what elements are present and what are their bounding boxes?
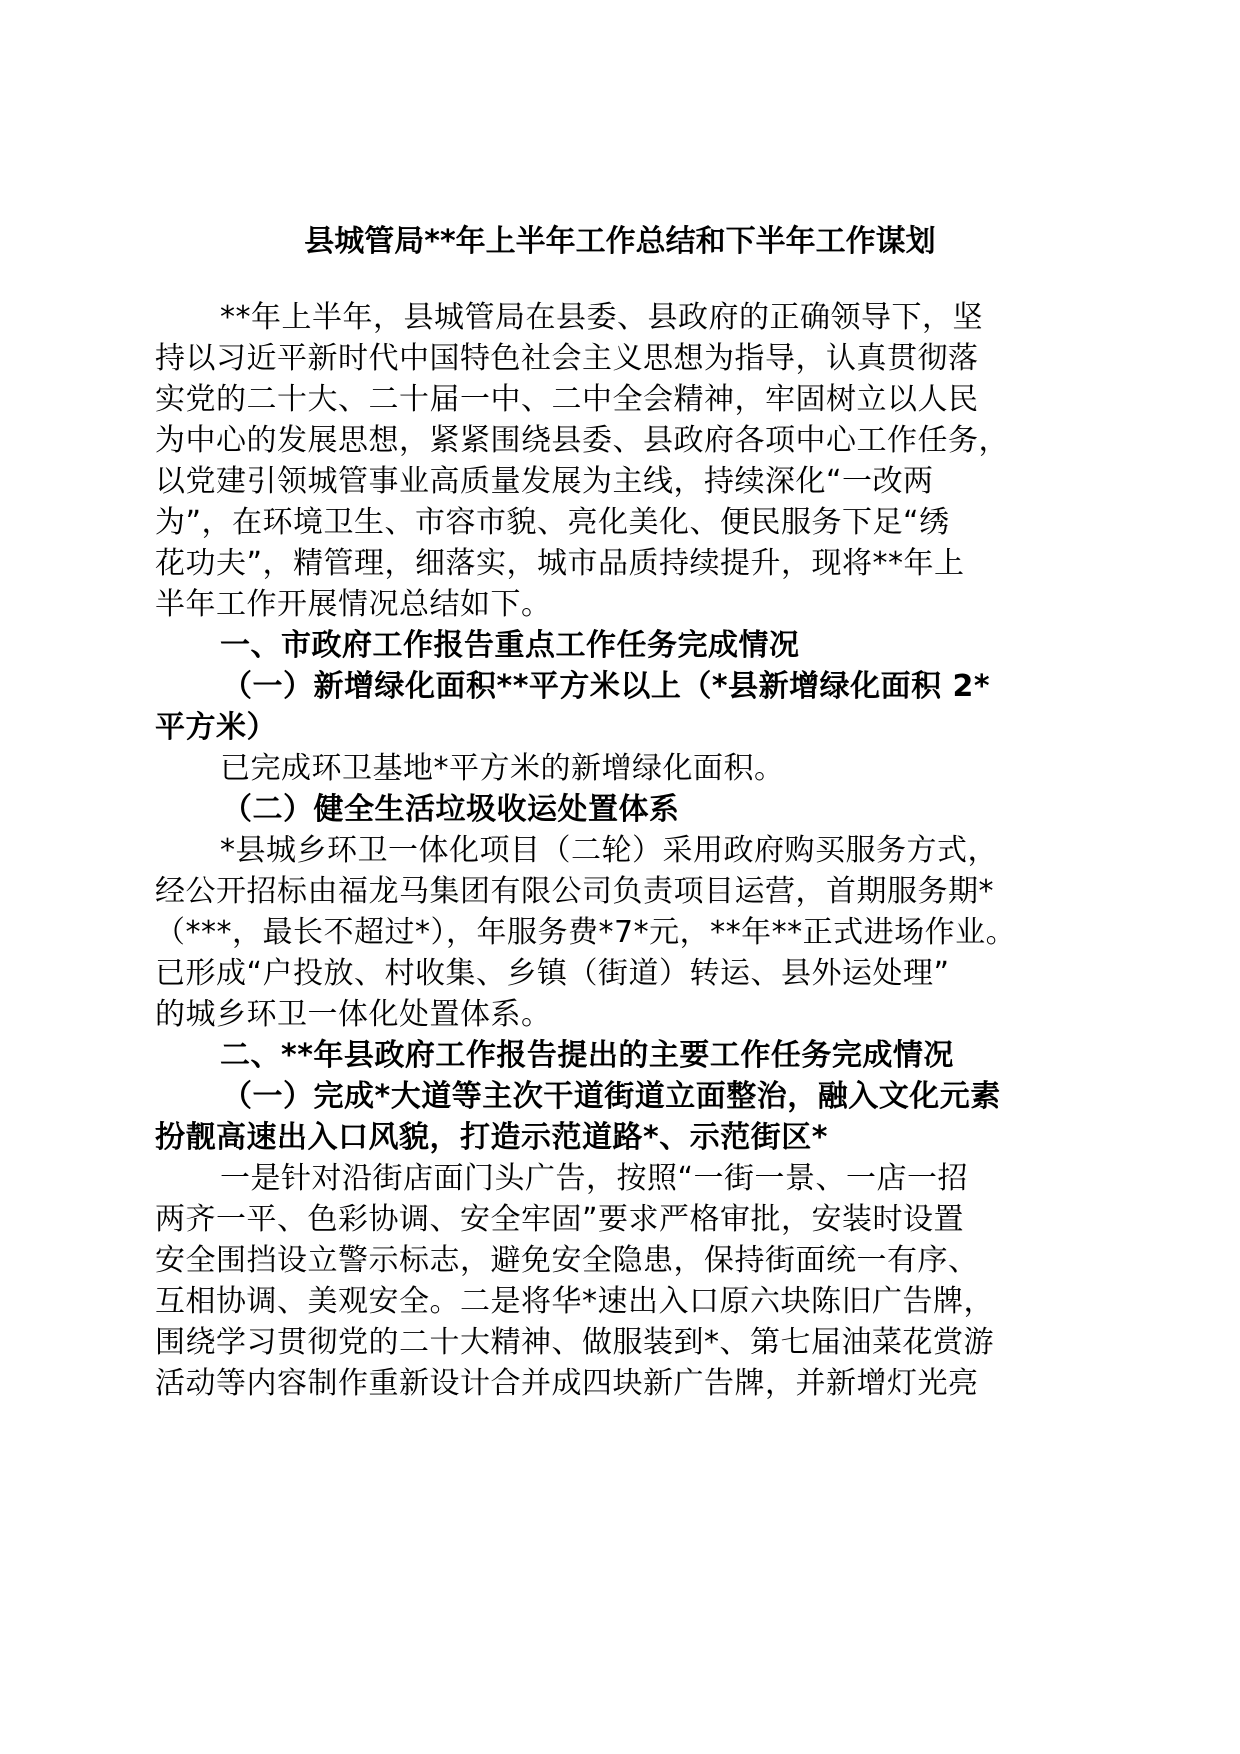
paragraph-line: 实党的二十大、二十届一中、二中全会精神，牢固树立以人民 [155,382,979,417]
document-title: 县城管局**年上半年工作总结和下半年工作谋划 [304,224,936,259]
paragraph-line: 已完成环卫基地*平方米的新增绿化面积。 [220,751,785,786]
subsection-heading-1-2: （二）健全生活垃圾收运处置体系 [222,792,680,827]
paragraph-line: 一是针对沿街店面门头广告，按照“一街一景、一店一招 [220,1161,969,1196]
section-heading-1: 一、市政府工作报告重点工作任务完成情况 [220,628,800,663]
paragraph-line: 活动等内容制作重新设计合并成四块新广告牌，并新增灯光亮 [155,1366,979,1401]
paragraph-line: 持以习近平新时代中国特色社会主义思想为指导，认真贯彻落 [155,341,979,376]
paragraph-line: 的城乡环卫一体化处置体系。 [155,997,552,1032]
paragraph-line: 围绕学习贯彻党的二十大精神、做服装到*、第七届油菜花赏游 [155,1325,994,1360]
paragraph-line: 为”，在环境卫生、市容市貌、亮化美化、便民服务下足“绣 [155,505,950,540]
subsection-heading-1-1-cont: 平方米） [155,710,277,745]
section-heading-2: 二、**年县政府工作报告提出的主要工作任务完成情况 [220,1038,954,1073]
paragraph-line: 为中心的发展思想，紧紧围绕县委、县政府各项中心工作任务， [155,423,1009,458]
paragraph-line: 两齐一平、色彩协调、安全牢固”要求严格审批，安装时设置 [155,1202,965,1237]
subsection-heading-1-1: （一）新增绿化面积**平方米以上（*县新增绿化面积 2* [222,669,991,704]
paragraph-line: 安全围挡设立警示标志，避免安全隐患，保持街面统一有序、 [155,1243,979,1278]
paragraph-line: 互相协调、美观安全。二是将华*速出入口原六块陈旧广告牌， [155,1284,994,1319]
paragraph-line: 以党建引领城管事业高质量发展为主线，持续深化“一改两 [155,464,934,499]
paragraph-line: *县城乡环卫一体化项目（二轮）采用政府购买服务方式， [220,833,998,868]
paragraph-line: 花功夫”，精管理，细落实，城市品质持续提升，现将**年上 [155,546,965,581]
paragraph-line: 半年工作开展情况总结如下。 [155,587,552,622]
subsection-heading-2-1: （一）完成*大道等主次干道街道立面整治，融入文化元素 [222,1079,1001,1114]
subsection-heading-2-1-cont: 扮靓高速出入口风貌，打造示范道路*、示范街区* [155,1120,828,1155]
paragraph-line: **年上半年，县城管局在县委、县政府的正确领导下，坚 [220,300,983,335]
paragraph-line: 经公开招标由福龙马集团有限公司负责项目运营，首期服务期* [155,874,994,909]
paragraph-line: （***，最长不超过*），年服务费*7*元，**年**正式进场作业。 [155,915,1017,950]
paragraph-line: 已形成“户投放、村收集、乡镇（街道）转运、县外运处理” [155,956,950,991]
